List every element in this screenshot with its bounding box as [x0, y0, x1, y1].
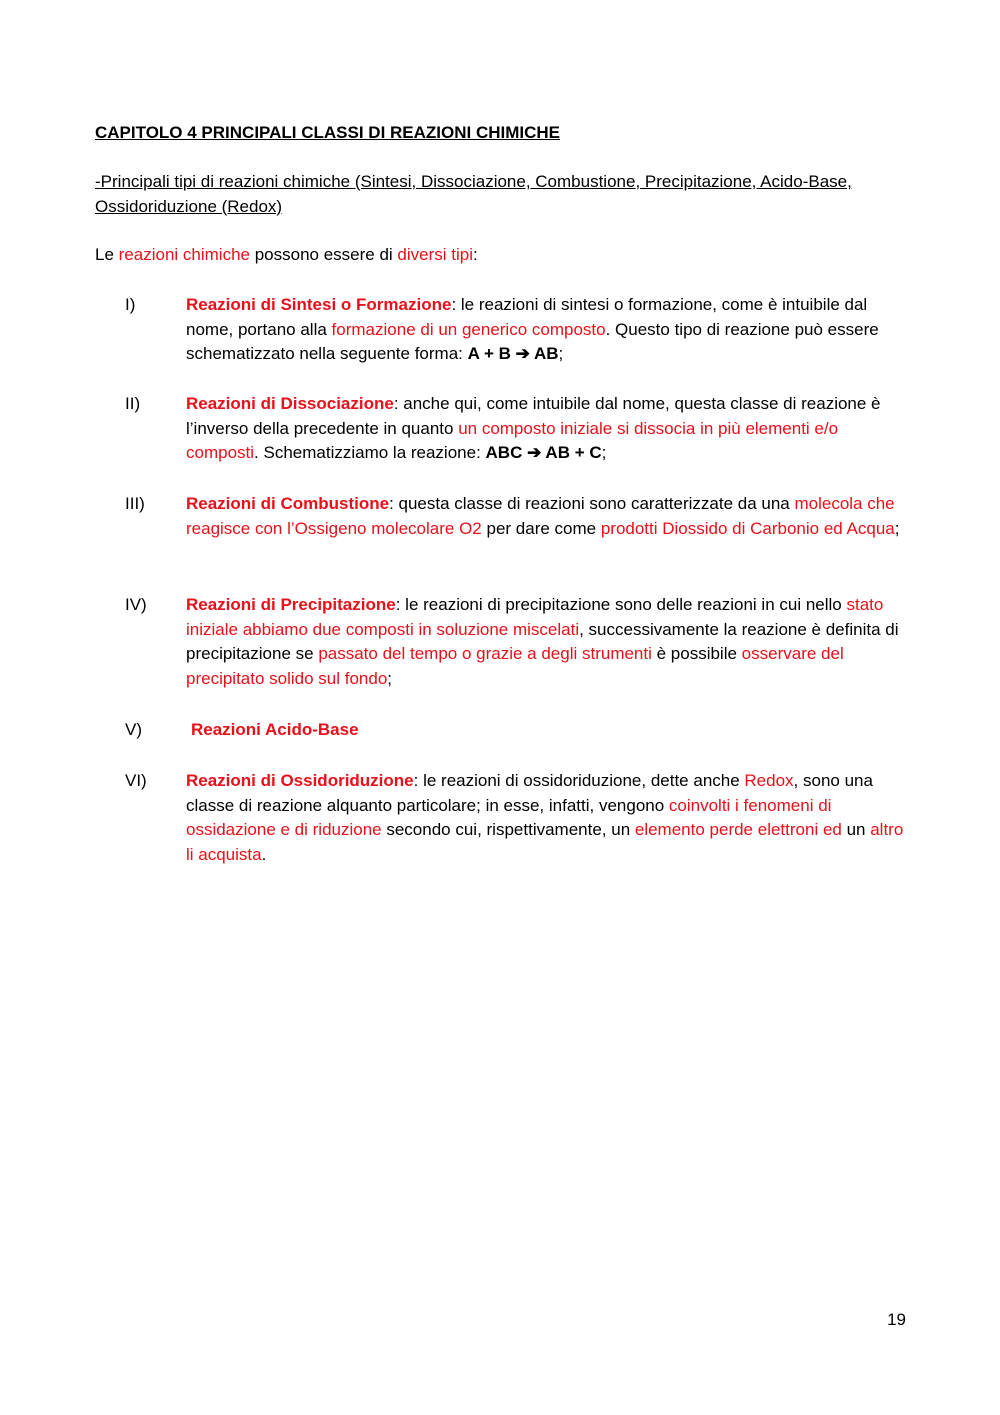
item-text: un	[841, 820, 871, 840]
intro-text: :	[473, 245, 478, 264]
item-body	[186, 392, 908, 466]
item-text: . Questo tipo di reazione può essere schematizzato nella seguente forma:	[186, 319, 879, 364]
item-heading: Reazioni Acido-Base	[191, 720, 359, 739]
item-number: VI)	[125, 771, 147, 790]
item-highlight: coinvolti i fenomeni di ossidazione e di riduzione	[186, 795, 832, 840]
item-number: III)	[125, 494, 145, 513]
item-body	[186, 593, 908, 691]
list-item-sintesi	[125, 293, 910, 367]
item-text: , successivamente la reazione è definita di precipitazione se	[186, 619, 899, 664]
item-text: .	[261, 844, 267, 864]
item-heading: Reazioni di Ossidoriduzione	[186, 771, 414, 790]
list-item-precipitazione	[125, 593, 910, 691]
item-highlight: osservare del precipitato solido sul fondo	[186, 644, 844, 688]
chapter-subtitle: -Principali tipi di reazioni chimiche (Sintesi, Dissociazione, Combustione, Precipitazione, Acido-Base, Ossidoriduzione (Redox)	[95, 172, 852, 216]
item-highlight: Redox	[744, 771, 794, 790]
item-number: IV)	[125, 595, 147, 614]
item-text: per dare come	[481, 518, 601, 538]
item-highlight: altro li acquista	[186, 820, 904, 864]
item-body	[186, 718, 908, 743]
item-number: I)	[125, 295, 136, 314]
item-body	[186, 492, 908, 541]
item-number: V)	[125, 720, 142, 739]
item-text: : anche qui, come intuibile dal nome, questa classe di reazione è l’inverso della precedente in quanto	[186, 394, 881, 438]
intro-text: Le	[95, 245, 119, 264]
reaction-formula: ABC ➔ AB + C	[485, 443, 602, 463]
list-item-dissociazione	[125, 392, 910, 466]
item-text: : questa classe di reazioni sono caratterizzate da una	[389, 494, 795, 513]
item-text: ;	[894, 518, 900, 538]
item-highlight: passato del tempo o grazie a degli strumenti	[318, 644, 652, 664]
item-text: , sono una classe di reazione alquanto particolare; in esse, infatti, vengono	[186, 771, 873, 815]
list-item-combustione	[125, 492, 910, 541]
reaction-formula: A + B ➔ AB	[467, 344, 559, 364]
list-item-acido-base	[125, 718, 910, 743]
item-highlight: un composto iniziale si dissocia in più elementi e/o composti	[186, 418, 839, 463]
item-highlight: formazione di un generico composto	[331, 319, 606, 339]
item-highlight: stato iniziale abbiamo due composti in soluzione miscelati	[186, 595, 884, 639]
item-text: ;	[387, 668, 393, 688]
intro-paragraph	[95, 243, 478, 267]
intro-highlight: reazioni chimiche	[118, 245, 250, 264]
intro-highlight: diversi tipi	[397, 245, 473, 264]
item-heading: Reazioni di Precipitazione	[186, 595, 396, 614]
item-text: secondo cui, rispettivamente, un	[381, 820, 635, 840]
chapter-title: CAPITOLO 4 PRINCIPALI CLASSI DI REAZIONI CHIMICHE	[95, 123, 561, 142]
item-body	[186, 769, 908, 867]
item-text: è possibile	[651, 644, 742, 664]
list-item-ossidoriduzione	[125, 769, 910, 867]
item-heading: Reazioni di Sintesi o Formazione	[186, 295, 452, 314]
item-text: : le reazioni di precipitazione sono delle reazioni in cui nello	[395, 595, 847, 614]
item-text: ;	[558, 344, 564, 364]
intro-text: possono essere di	[249, 245, 398, 264]
item-heading: Reazioni di Dissociazione	[186, 394, 394, 413]
item-highlight: molecola che reagisce con l’Ossigeno molecolare O2	[186, 494, 895, 538]
item-highlight: prodotti Diossido di Carbonio ed Acqua	[600, 518, 895, 538]
item-body	[186, 293, 908, 367]
item-number: II)	[125, 394, 141, 413]
item-text: : le reazioni di sintesi o formazione, come è intuibile dal nome, portano alla	[186, 295, 868, 339]
item-highlight: elemento perde elettroni ed	[634, 820, 842, 840]
page-number: 19	[887, 1310, 906, 1329]
item-text: ;	[601, 443, 607, 463]
item-heading: Reazioni di Combustione	[186, 494, 390, 513]
item-text: : le reazioni di ossidoriduzione, dette anche	[413, 771, 745, 790]
item-text: . Schematizziamo la reazione:	[254, 443, 486, 463]
